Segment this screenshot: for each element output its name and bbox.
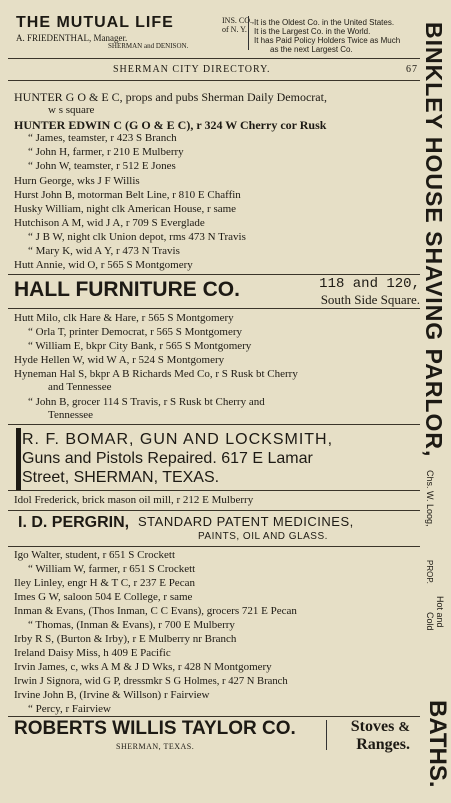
directory-entry: “ Thomas, (Inman & Evans), r 700 E Mulberry: [28, 619, 235, 631]
directory-entry: “ Mary K, wid A Y, r 473 N Travis: [28, 245, 180, 257]
roberts-name: ROBERTS WILLIS TAYLOR CO.: [14, 718, 296, 739]
binkley-house-side-ad: [421, 0, 451, 803]
bomar-bar: [16, 428, 21, 490]
directory-entry: “ J B W, night clk Union depot, rms 473 N Travis: [28, 231, 246, 243]
page-number: 67: [406, 64, 418, 75]
directory-entry: “ James, teamster, r 423 S Branch: [28, 132, 177, 144]
running-head: [8, 62, 420, 76]
directory-entry: “ Percy, r Fairview: [28, 703, 111, 715]
directory-entry: “ Orla T, printer Democrat, r 565 S Montgomery: [28, 326, 243, 338]
directory-entry: “ John H, farmer, r 210 E Mulberry: [28, 146, 184, 158]
directory-entry: Irby R S, (Burton & Irby), r E Mulberry nr Branch: [14, 633, 237, 645]
directory-entry: “ William W, farmer, r 651 S Crockett: [28, 563, 196, 575]
directory-entry: Igo Walter, student, r 651 S Crockett: [14, 549, 175, 561]
directory-entry: Ireland Daisy Miss, h 409 E Pacific: [14, 647, 171, 659]
directory-entry: Hyde Hellen W, wid W A, r 524 S Montgomery: [14, 354, 225, 366]
mutual-life-claims: It is the Oldest Co. in the United States. It is the Largest Co. in the World. It has Paid Policy Holders Twice as Much as the next Largest Co.: [254, 18, 401, 54]
directory-entry: Iley Linley, engr H & T C, r 237 E Pecan: [14, 577, 195, 589]
pergrin-line2: PAINTS, OIL AND GLASS.: [198, 531, 328, 542]
roberts-city: SHERMAN, TEXAS.: [116, 742, 195, 751]
binkley-house-title: BINKLEY HOUSE SHAVING PARLOR,: [421, 22, 447, 458]
directory-entry: Hurst John B, motorman Belt Line, r 810 E Chaffin: [14, 189, 241, 201]
bomar-text: R. F. BOMAR, GUN AND LOCKSMITH, Guns and Pistols Repaired. 617 E Lamar Street, SHERMAN, TEXAS.: [22, 431, 334, 486]
pergrin-name: I. D. PERGRIN,: [18, 514, 130, 531]
directory-entry: “ William E, bkpr City Bank, r 565 S Montgomery: [28, 340, 252, 352]
bomar-ad: [8, 424, 420, 490]
mutual-life-location: SHERMAN and DENISON.: [108, 42, 189, 50]
pergrin-ad: [8, 510, 420, 546]
binkley-house-baths: BATHS.: [424, 700, 451, 788]
hall-furniture-name: HALL FURNITURE CO.: [14, 278, 240, 301]
ad-rule: [8, 716, 420, 717]
mutual-life-title: THE MUTUAL LIFE: [16, 14, 174, 31]
directory-entry: Inman & Evans, (Thos Inman, C C Evans), grocers 721 E Pecan: [14, 605, 297, 617]
ad-rule: [8, 490, 420, 491]
ad-rule: [8, 546, 420, 547]
mutual-life-co: INS. CO., of N. Y.: [222, 16, 255, 34]
running-head-rule: [8, 80, 420, 81]
directory-entry: “ John W, teamster, r 512 E Jones: [28, 160, 176, 172]
running-head-title: SHERMAN CITY DIRECTORY.: [113, 64, 271, 75]
directory-entry: Tennessee: [48, 409, 94, 421]
header-divider: [248, 16, 249, 50]
directory-entry: Irvine John B, (Irvine & Willson) r Fairview: [14, 689, 210, 701]
directory-entry: Imes G W, saloon 504 E College, r same: [14, 591, 193, 603]
directory-entry: HUNTER G O & E C, props and pubs Sherman Daily Democrat,: [14, 90, 327, 104]
directory-entry: Irwin J Signora, wid G P, dressmkr S G Holmes, r 427 N Branch: [14, 676, 288, 687]
directory-entry: w s square: [48, 104, 95, 116]
directory-entry: Hutt Milo, clk Hare & Hare, r 565 S Montgomery: [14, 312, 234, 324]
roberts-ad: [8, 718, 420, 758]
directory-entry: Hurn George, wks J F Willis: [14, 175, 140, 187]
directory-entry: Hutt Annie, wid O, r 565 S Montgomery: [14, 259, 193, 271]
binkley-house-prop: PROP.: [425, 560, 434, 584]
directory-entry: Hutchison A M, wid J A, r 709 S Everglade: [14, 217, 205, 229]
binkley-house-cold: Cold: [425, 612, 435, 631]
directory-entry: Idol Frederick, brick mason oil mill, r 212 E Mulberry: [14, 494, 254, 506]
ad-rule: [8, 274, 420, 275]
directory-entry: Husky William, night clk American House, r same: [14, 203, 237, 215]
directory-entry: Irvin James, c, wks A M & J D Wks, r 428 N Montgomery: [14, 661, 272, 673]
hall-furniture-ad: [8, 276, 420, 308]
binkley-house-hot: Hot and: [435, 596, 445, 628]
roberts-stoves: Stoves & Ranges.: [350, 718, 410, 753]
directory-entry: “ John B, grocer 114 S Travis, r S Rusk bt Cherry and: [28, 396, 265, 408]
ad-rule: [8, 308, 420, 309]
mutual-life-manager: A. FRIEDENTHAL, Manager.: [16, 33, 128, 43]
pergrin-line1: STANDARD PATENT MEDICINES,: [138, 514, 354, 529]
directory-entry: and Tennessee: [48, 381, 112, 393]
directory-entry: Hyneman Hal S, bkpr A B Richards Med Co, r S Rusk bt Cherry: [14, 368, 298, 380]
mutual-life-header-ad: [8, 12, 420, 54]
binkley-house-proprietor: Chs. W. Loog,: [425, 470, 435, 527]
header-rule: [8, 58, 420, 59]
directory-entry: HUNTER EDWIN C (G O & E C), r 324 W Cherry cor Rusk: [14, 118, 327, 132]
hall-furniture-address: 118 and 120, South Side Square.: [319, 276, 420, 307]
